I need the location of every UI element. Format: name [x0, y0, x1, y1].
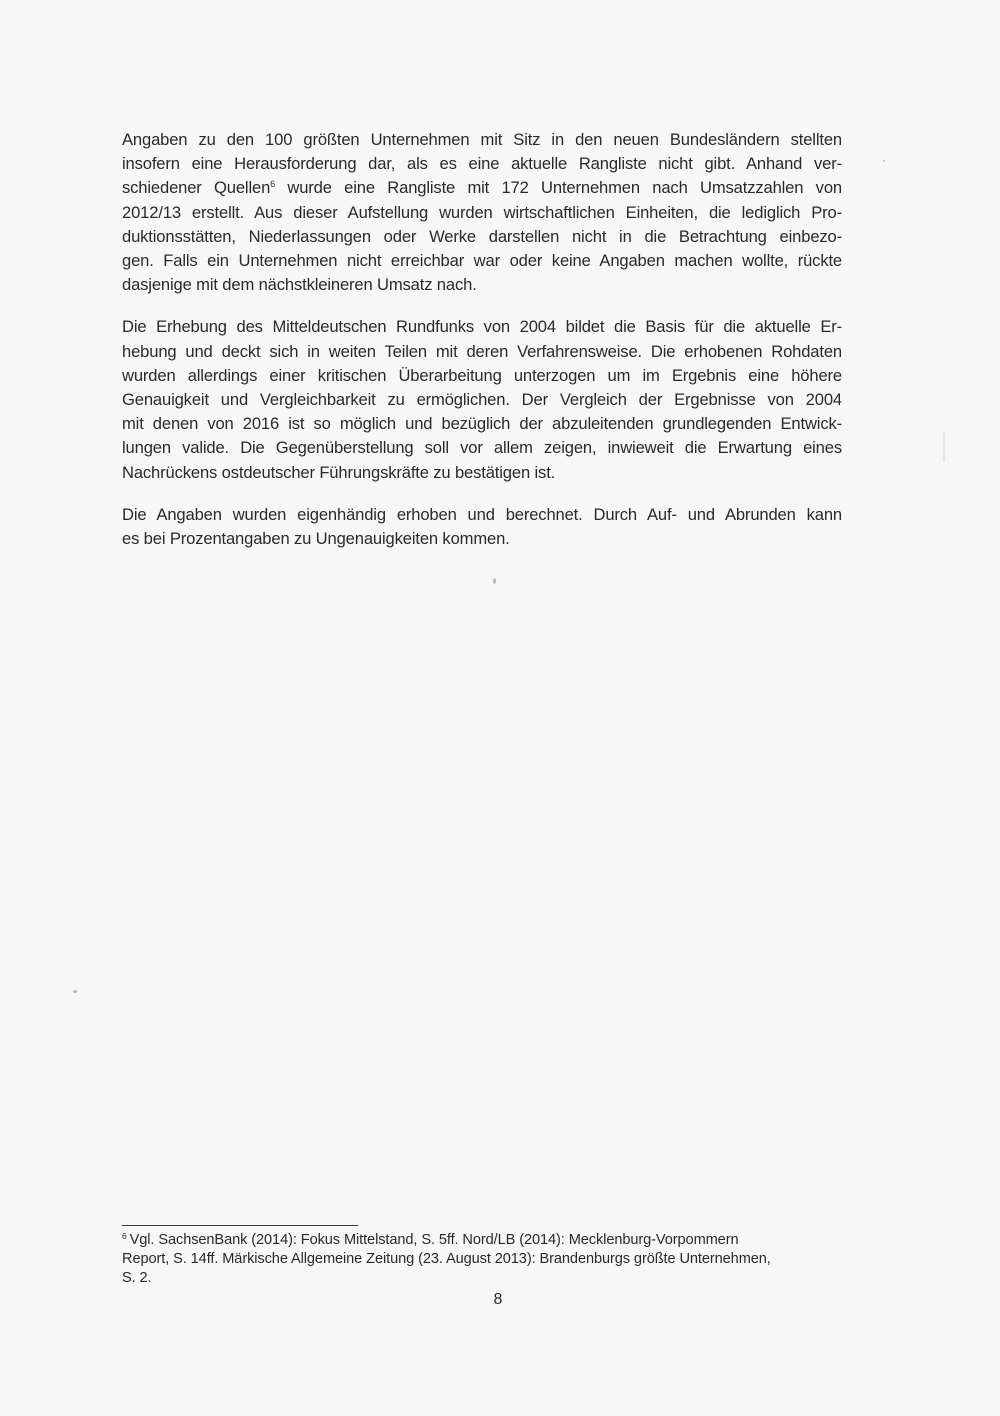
scan-speck: [883, 160, 885, 162]
footnote: [122, 1231, 862, 1288]
text-fragment: Vgl. SachsenBank (2014): Fokus Mittelstand, S. 5ff. Nord/LB (2014): Mecklenburg-Vorpommern: [129, 1232, 739, 1248]
text-line: gen. Falls ein Unternehmen nicht erreichbar war oder keine Angaben machen wollte, rückte: [122, 251, 842, 271]
text-line: Angaben zu den 100 größten Unternehmen mit Sitz in den neuen Bundesländern stellten: [122, 130, 842, 149]
paragraph-1: [122, 128, 842, 297]
footnote-line: [122, 1231, 862, 1250]
scan-speck: [943, 432, 945, 462]
text-line: [122, 176, 842, 200]
footnote-marker: 6: [122, 1231, 127, 1241]
text-line: dasjenige mit dem nächstkleineren Umsatz nach.: [122, 275, 477, 295]
footnote-line: Report, S. 14ff. Märkische Allgemeine Zeitung (23. August 2013): Brandenburgs größte Unternehmen,: [122, 1251, 771, 1267]
text-line: lungen valide. Die Gegenüberstellung soll vor allem zeigen, inwieweit die Erwartung eines: [122, 438, 842, 458]
footnote-reference: 6: [270, 179, 276, 190]
scan-speck: [73, 990, 77, 993]
scan-speck: [493, 578, 496, 584]
text-line: Nachrückens ostdeutscher Führungskräfte zu bestätigen ist.: [122, 462, 556, 482]
text-line: Genauigkeit und Vergleichbarkeit zu ermöglichen. Der Vergleich der Ergebnisse von 2004: [122, 390, 842, 410]
paragraph-2: [122, 315, 842, 484]
body-text: [122, 128, 842, 569]
paragraph-3: [122, 503, 842, 551]
text-fragment: wurde eine Rangliste mit 172 Unternehmen nach Umsatzzahlen von: [275, 178, 842, 198]
text-line: wurden allerdings einer kritischen Überarbeitung unterzogen um im Ergebnis eine höhere: [122, 365, 842, 385]
text-fragment: schiedener Quellen: [122, 178, 271, 198]
text-line: es bei Prozentangaben zu Ungenauigkeiten kommen.: [122, 529, 510, 549]
footnote-line: S. 2.: [122, 1270, 152, 1286]
text-line: insofern eine Herausforderung dar, als es eine aktuelle Rangliste nicht gibt. Anhand ver-: [122, 154, 842, 174]
text-line: Die Angaben wurden eigenhändig erhoben und berechnet. Durch Auf- und Abrunden kann: [122, 504, 842, 524]
text-line: duktionsstätten, Niederlassungen oder Werke darstellen nicht in die Betrachtung einbezo-: [122, 226, 842, 246]
text-line: hebung und deckt sich in weiten Teilen mit deren Verfahrensweise. Die erhobenen Rohdaten: [122, 341, 842, 361]
text-line: Die Erhebung des Mitteldeutschen Rundfunks von 2004 bildet die Basis für die aktuelle Er-: [122, 317, 842, 337]
footnote-separator: [122, 1225, 358, 1226]
text-line: mit denen von 2016 ist so möglich und bezüglich der abzuleitenden grundlegenden Entwick-: [122, 414, 842, 434]
text-line: 2012/13 erstellt. Aus dieser Aufstellung wurden wirtschaftlichen Einheiten, die lediglich Pro-: [122, 202, 842, 222]
page-number: 8: [493, 1291, 503, 1308]
